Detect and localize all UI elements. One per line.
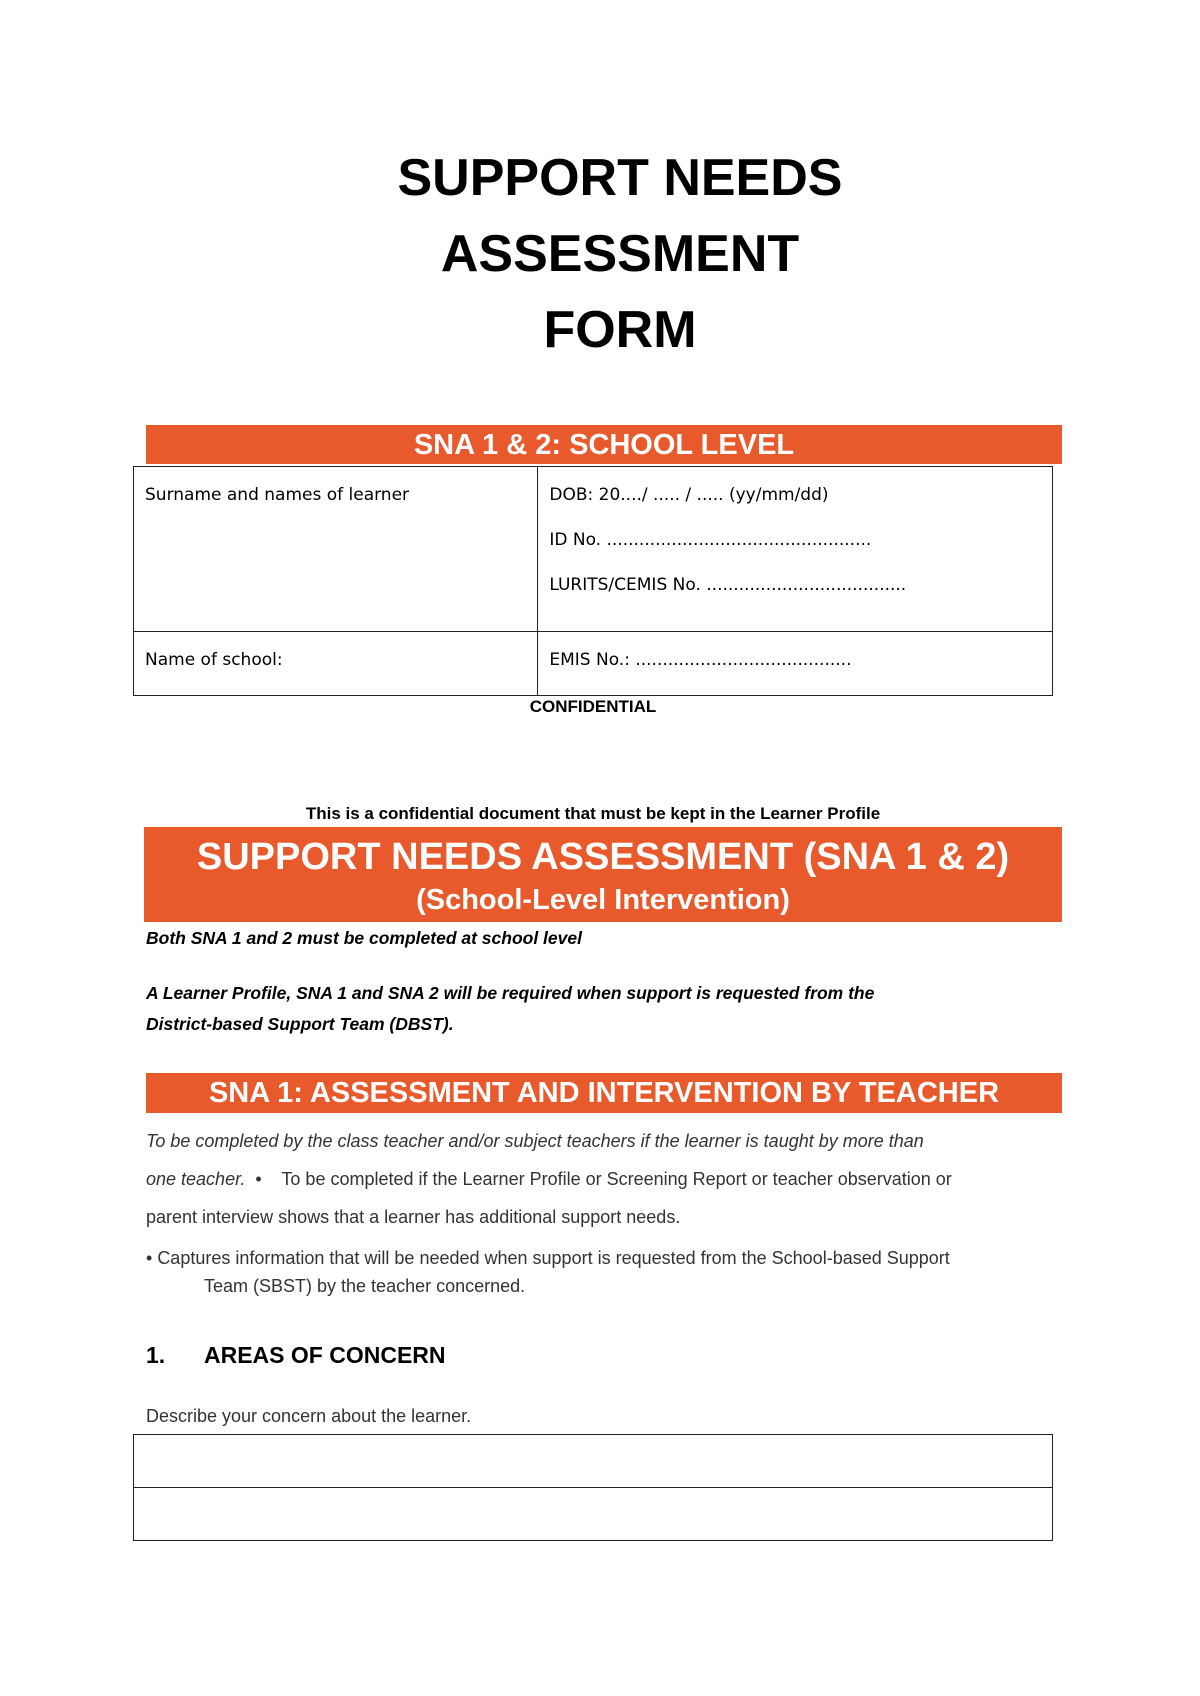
lurits-field: LURITS/CEMIS No. .....................................: [549, 575, 907, 595]
note-dbst-line-1: A Learner Profile, SNA 1 and SNA 2 will be required when support is requested from the: [146, 983, 875, 1003]
sna1-heading-bar: SNA 1: ASSESSMENT AND INTERVENTION BY TEACHER: [146, 1073, 1062, 1113]
sna-heading-subtitle: (School-Level Intervention): [416, 884, 790, 916]
section-heading-areas-of-concern: [146, 1342, 446, 1369]
concern-row-2[interactable]: [134, 1488, 1053, 1541]
bullet-1-line-2: parent interview shows that a learner has additional support needs.: [146, 1207, 681, 1227]
concern-description-label: Describe your concern about the learner.: [146, 1406, 472, 1426]
bullet-icon: •: [146, 1248, 158, 1268]
surname-label: Surname and names of learner: [145, 485, 410, 505]
title-line-2: ASSESSMENT: [440, 225, 800, 283]
section-number: 1.: [146, 1342, 166, 1368]
instruction-italic-line-1: To be completed by the class teacher and/or subject teachers if the learner is taught by more than: [146, 1131, 924, 1151]
section-title: AREAS OF CONCERN: [204, 1342, 446, 1368]
dob-id-cell[interactable]: [538, 467, 1053, 632]
school-name-label: Name of school:: [145, 650, 283, 670]
confidential-notice: This is a confidential document that must be kept in the Learner Profile: [305, 804, 881, 823]
title-line-1: SUPPORT NEEDS: [397, 149, 843, 207]
bullet-2-line-2: Team (SBST) by the teacher concerned.: [204, 1276, 526, 1296]
id-no-field: ID No. .................................................: [549, 530, 872, 550]
title-line-3: FORM: [543, 301, 697, 359]
confidential-label: CONFIDENTIAL: [529, 697, 657, 716]
school-level-bar: SNA 1 & 2: SCHOOL LEVEL: [146, 425, 1062, 464]
concern-row-1[interactable]: [134, 1435, 1053, 1488]
sna1-instructions: [146, 1122, 1066, 1236]
note-completion: Both SNA 1 and 2 must be completed at school level: [146, 928, 582, 948]
concern-table: [133, 1434, 1053, 1541]
dob-field: DOB: 20..../ ..... / ..... (yy/mm/dd): [549, 485, 829, 505]
instruction-italic-line-2: one teacher.: [146, 1169, 246, 1189]
emis-cell[interactable]: [538, 632, 1053, 696]
document-title: [0, 140, 1200, 368]
sna-heading-bar: [144, 827, 1062, 922]
sna-heading-title: SUPPORT NEEDS ASSESSMENT (SNA 1 & 2): [196, 836, 1010, 878]
bullet-2-line-1: Captures information that will be needed when support is requested from the School-based Support: [157, 1248, 950, 1268]
note-dbst-line-2: District-based Support Team (DBST).: [146, 1014, 454, 1034]
bullet-icon: •: [250, 1169, 277, 1189]
school-name-cell[interactable]: [134, 632, 538, 696]
note-dbst: [146, 978, 1066, 1040]
bullet-1-text: To be completed if the Learner Profile or Screening Report or teacher observation or: [281, 1169, 952, 1189]
learner-details-table: [133, 466, 1053, 696]
bullet-2: [146, 1244, 1056, 1300]
emis-field: EMIS No.: ........................................: [549, 650, 852, 670]
surname-cell[interactable]: [134, 467, 538, 632]
